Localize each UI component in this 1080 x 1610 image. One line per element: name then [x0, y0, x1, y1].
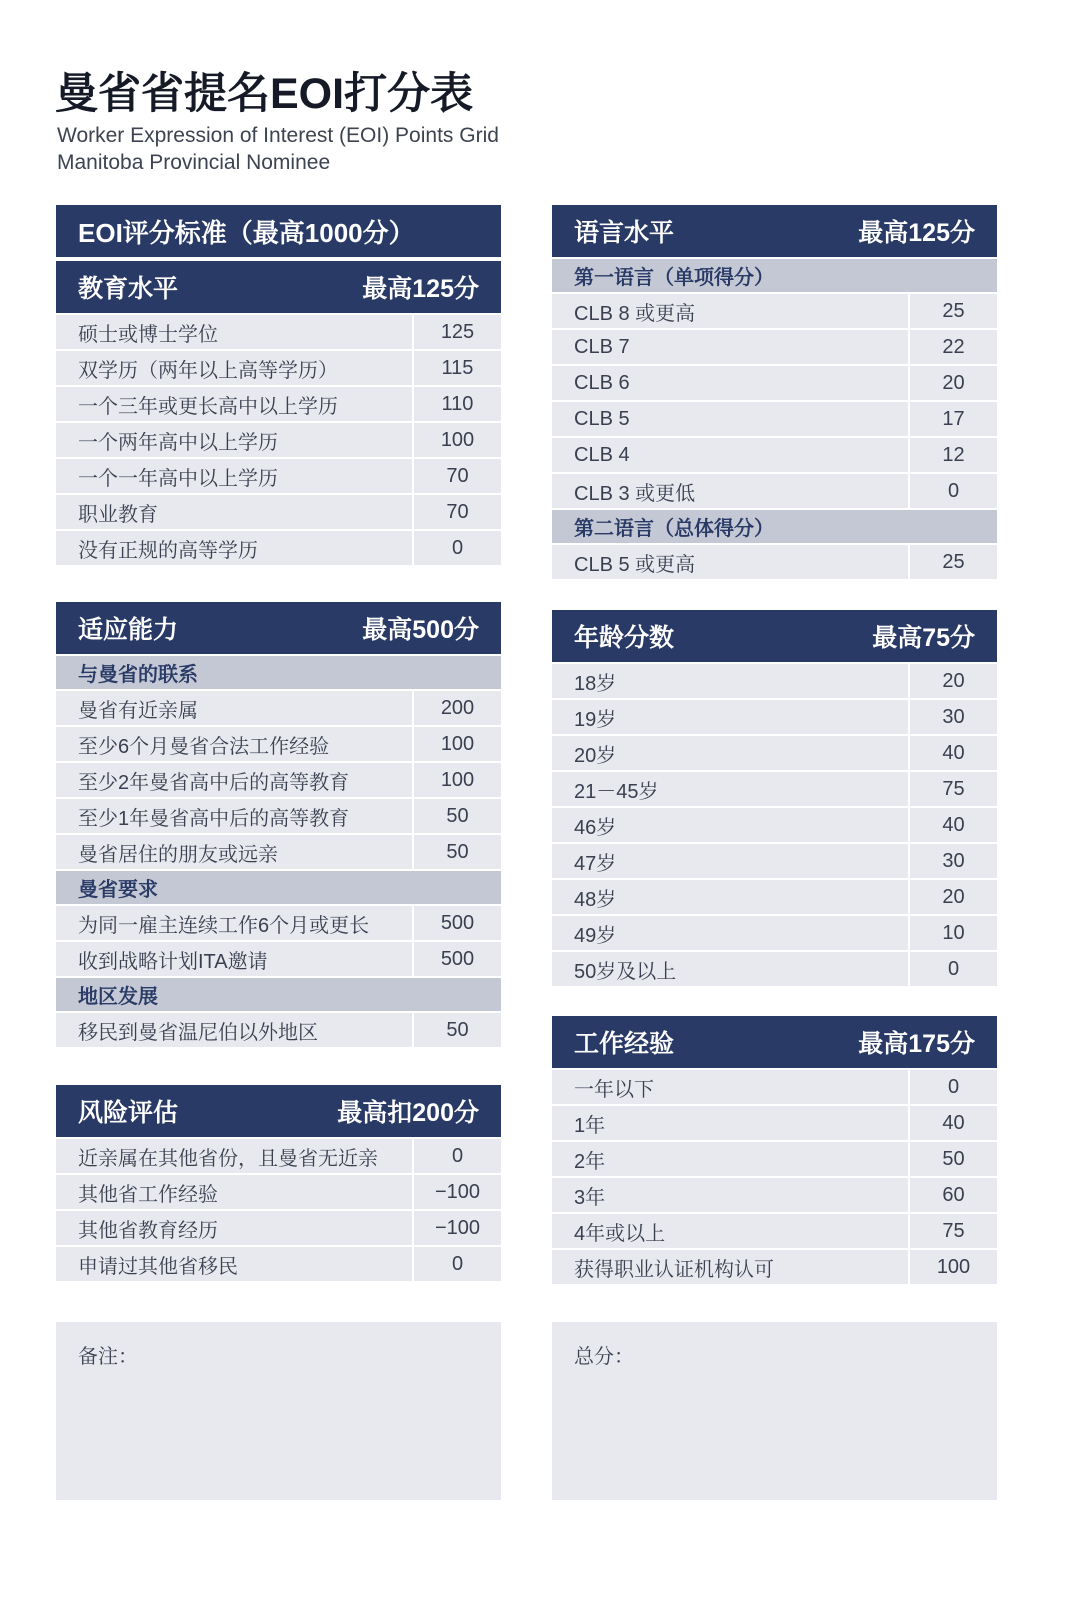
row-points: −100 — [414, 1175, 501, 1209]
row-label: 至少1年曼省高中后的高等教育 — [56, 799, 412, 833]
row-points: 500 — [414, 906, 501, 940]
table-row — [552, 664, 997, 698]
table-row — [56, 1175, 501, 1209]
row-label: 21－45岁 — [552, 772, 908, 806]
row-label: 没有正规的高等学历 — [56, 531, 412, 565]
education-table — [56, 205, 501, 565]
row-label: 一年以下 — [552, 1070, 908, 1104]
table-row — [552, 736, 997, 770]
table-row — [56, 1211, 501, 1245]
row-label: 曼省居住的朋友或远亲 — [56, 835, 412, 869]
row-label: 近亲属在其他省份，且曼省无近亲 — [56, 1139, 412, 1173]
row-label: 其他省工作经验 — [56, 1175, 412, 1209]
table-row — [56, 387, 501, 421]
table-row — [56, 1247, 501, 1281]
work-max: 最高175分 — [858, 1030, 975, 1058]
row-label: CLB 8 或更高 — [552, 294, 908, 328]
table-row — [56, 763, 501, 797]
risk-rows — [56, 1139, 501, 1281]
table-row — [552, 844, 997, 878]
work-title: 工作经验 — [574, 1030, 675, 1058]
education-rows — [56, 315, 501, 565]
table-row — [552, 330, 997, 364]
row-points: 20 — [910, 880, 997, 914]
row-points: 12 — [910, 438, 997, 472]
row-points: 10 — [910, 916, 997, 950]
age-title: 年龄分数 — [574, 624, 675, 652]
row-points: 0 — [910, 952, 997, 986]
table-row — [552, 545, 997, 579]
adaptability-rows-requirement — [56, 906, 501, 976]
table-row — [56, 942, 501, 976]
table-row — [552, 772, 997, 806]
age-max: 最高75分 — [872, 624, 975, 652]
row-points: 50 — [414, 1013, 501, 1047]
row-label: 2年 — [552, 1142, 908, 1176]
risk-header — [56, 1085, 501, 1137]
row-points: 50 — [910, 1142, 997, 1176]
row-points: 0 — [910, 1070, 997, 1104]
row-label: 46岁 — [552, 808, 908, 842]
row-label: CLB 7 — [552, 330, 908, 364]
row-label: 19岁 — [552, 700, 908, 734]
row-points: 125 — [414, 315, 501, 349]
adaptability-max: 最高500分 — [362, 616, 479, 644]
language-max: 最高125分 — [858, 219, 975, 247]
table-row — [552, 1070, 997, 1104]
row-label: 曼省有近亲属 — [56, 691, 412, 725]
language-rows-first — [552, 294, 997, 508]
row-points: 100 — [414, 423, 501, 457]
age-header — [552, 610, 997, 662]
row-points: 110 — [414, 387, 501, 421]
row-label: 获得职业认证机构认可 — [552, 1250, 908, 1284]
language-subheader-second: 第二语言（总体得分） — [552, 510, 997, 543]
table-row — [56, 459, 501, 493]
row-points: 30 — [910, 700, 997, 734]
adaptability-rows-regional — [56, 1013, 501, 1047]
education-header — [56, 261, 501, 313]
language-rows-second — [552, 545, 997, 579]
row-label: 4年或以上 — [552, 1214, 908, 1248]
table-row — [56, 727, 501, 761]
row-label: 职业教育 — [56, 495, 412, 529]
adaptability-title: 适应能力 — [78, 616, 179, 644]
work-header — [552, 1016, 997, 1068]
table-row — [56, 906, 501, 940]
row-label: 移民到曼省温尼伯以外地区 — [56, 1013, 412, 1047]
row-points: 70 — [414, 459, 501, 493]
table-row — [56, 835, 501, 869]
total-label: 总分： — [574, 1346, 634, 1368]
row-label: 申请过其他省移民 — [56, 1247, 412, 1281]
row-label: 20岁 — [552, 736, 908, 770]
row-label: CLB 4 — [552, 438, 908, 472]
table-row — [552, 916, 997, 950]
row-label: 至少2年曼省高中后的高等教育 — [56, 763, 412, 797]
table-row — [552, 1106, 997, 1140]
age-table — [552, 610, 997, 986]
row-label: 18岁 — [552, 664, 908, 698]
table-row — [552, 880, 997, 914]
table-row — [552, 474, 997, 508]
row-points: 0 — [414, 1139, 501, 1173]
row-label: 3年 — [552, 1178, 908, 1212]
row-points: 0 — [910, 474, 997, 508]
adaptability-rows-connection — [56, 691, 501, 869]
row-points: 25 — [910, 545, 997, 579]
table-row — [56, 1013, 501, 1047]
row-label: 一个两年高中以上学历 — [56, 423, 412, 457]
row-points: 30 — [910, 844, 997, 878]
row-points: 100 — [414, 727, 501, 761]
language-title: 语言水平 — [574, 219, 675, 247]
subtitle-line-program: Manitoba Provincial Nominee — [57, 151, 331, 174]
table-row — [56, 1139, 501, 1173]
row-points: 60 — [910, 1178, 997, 1212]
row-points: 70 — [414, 495, 501, 529]
education-title: 教育水平 — [78, 275, 179, 303]
row-label: CLB 5 或更高 — [552, 545, 908, 579]
page-title: 曼省省提名EOI打分表 — [55, 70, 474, 118]
table-row — [56, 799, 501, 833]
table-row — [552, 1178, 997, 1212]
row-label: CLB 5 — [552, 402, 908, 436]
row-label: 49岁 — [552, 916, 908, 950]
row-points: 200 — [414, 691, 501, 725]
risk-max: 最高扣200分 — [337, 1099, 479, 1127]
table-row — [56, 691, 501, 725]
row-label: 双学历（两年以上高等学历） — [56, 351, 412, 385]
row-points: 20 — [910, 664, 997, 698]
notes-box[interactable] — [56, 1322, 501, 1500]
row-points: 17 — [910, 402, 997, 436]
row-label: 50岁及以上 — [552, 952, 908, 986]
table-row — [552, 1250, 997, 1284]
adaptability-table — [56, 602, 501, 1047]
row-points: 50 — [414, 799, 501, 833]
row-label: CLB 3 或更低 — [552, 474, 908, 508]
table-row — [552, 808, 997, 842]
row-label: 硕士或博士学位 — [56, 315, 412, 349]
table-row — [56, 423, 501, 457]
row-points: 75 — [910, 772, 997, 806]
work-table — [552, 1016, 997, 1284]
row-points: 100 — [910, 1250, 997, 1284]
row-label: 47岁 — [552, 844, 908, 878]
language-subheader-first: 第一语言（单项得分） — [552, 259, 997, 292]
table-row — [552, 294, 997, 328]
table-row — [56, 315, 501, 349]
notes-label: 备注： — [78, 1346, 138, 1368]
row-label: 一个一年高中以上学历 — [56, 459, 412, 493]
table-row — [552, 700, 997, 734]
table-row — [552, 952, 997, 986]
subtitle-line-english: Worker Expression of Interest (EOI) Points Grid — [57, 124, 499, 147]
row-points: 40 — [910, 1106, 997, 1140]
row-points: 500 — [414, 942, 501, 976]
table-row — [56, 351, 501, 385]
language-table — [552, 205, 997, 579]
row-points: 0 — [414, 531, 501, 565]
row-points: 22 — [910, 330, 997, 364]
criteria-header: EOI评分标准（最高1000分） — [56, 205, 501, 257]
table-row — [552, 1142, 997, 1176]
row-label: 48岁 — [552, 880, 908, 914]
row-points: 20 — [910, 366, 997, 400]
row-points: 100 — [414, 763, 501, 797]
adaptability-subheader-connection: 与曼省的联系 — [56, 656, 501, 689]
table-row — [552, 366, 997, 400]
language-header — [552, 205, 997, 257]
table-row — [552, 402, 997, 436]
row-label: 至少6个月曼省合法工作经验 — [56, 727, 412, 761]
row-points: 40 — [910, 736, 997, 770]
page-subtitle — [57, 122, 499, 176]
row-points: 40 — [910, 808, 997, 842]
row-label: CLB 6 — [552, 366, 908, 400]
risk-table — [56, 1085, 501, 1281]
row-label: 为同一雇主连续工作6个月或更长 — [56, 906, 412, 940]
risk-title: 风险评估 — [78, 1099, 179, 1127]
row-points: 115 — [414, 351, 501, 385]
row-points: 75 — [910, 1214, 997, 1248]
table-row — [56, 531, 501, 565]
table-row — [552, 1214, 997, 1248]
education-max: 最高125分 — [362, 275, 479, 303]
row-label: 1年 — [552, 1106, 908, 1140]
row-points: −100 — [414, 1211, 501, 1245]
work-rows — [552, 1070, 997, 1284]
adaptability-header — [56, 602, 501, 654]
row-points: 50 — [414, 835, 501, 869]
row-points: 25 — [910, 294, 997, 328]
adaptability-subheader-requirement: 曼省要求 — [56, 871, 501, 904]
row-points: 0 — [414, 1247, 501, 1281]
row-label: 其他省教育经历 — [56, 1211, 412, 1245]
row-label: 收到战略计划ITA邀请 — [56, 942, 412, 976]
table-row — [56, 495, 501, 529]
adaptability-subheader-regional: 地区发展 — [56, 978, 501, 1011]
table-row — [552, 438, 997, 472]
age-rows — [552, 664, 997, 986]
row-label: 一个三年或更长高中以上学历 — [56, 387, 412, 421]
total-box[interactable] — [552, 1322, 997, 1500]
